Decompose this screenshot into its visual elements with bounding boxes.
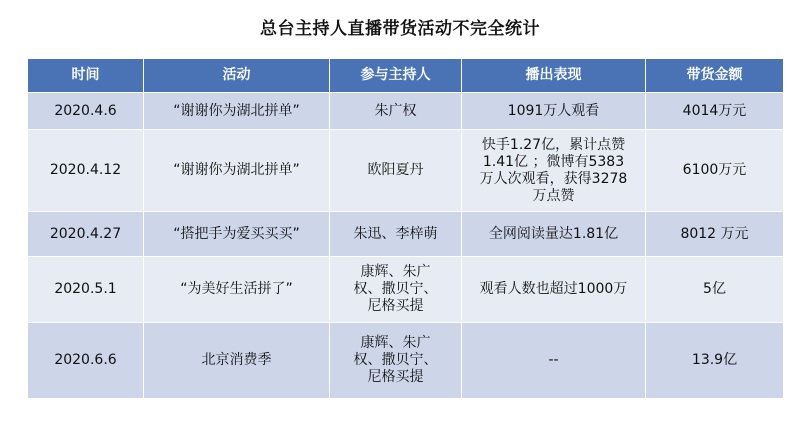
table-title: 总台主持人直播带货活动不完全统计 <box>260 19 540 39</box>
cell-date: 2020.6.6 <box>28 323 144 399</box>
cell-date: 2020.4.12 <box>28 130 144 212</box>
cell-amount: 8012 万元 <box>646 212 784 257</box>
stats-table <box>27 58 784 399</box>
cell-amount: 4014万元 <box>646 93 784 130</box>
cell-hosts: 欧阳夏丹 <box>330 130 462 212</box>
table-row <box>28 130 784 212</box>
cell-hosts: 康辉、朱广权、撒贝宁、尼格买提 <box>330 257 462 323</box>
table-row <box>28 323 784 399</box>
cell-activity: “搭把手为爱买买买” <box>144 212 330 257</box>
cell-amount: 13.9亿 <box>646 323 784 399</box>
header-amount: 带货金额 <box>646 59 784 93</box>
cell-activity: “为美好生活拼了” <box>144 257 330 323</box>
cell-hosts: 朱广权 <box>330 93 462 130</box>
cell-date: 2020.5.1 <box>28 257 144 323</box>
table-row <box>28 93 784 130</box>
header-row <box>28 59 784 93</box>
table-row <box>28 212 784 257</box>
cell-amount: 5亿 <box>646 257 784 323</box>
header-performance: 播出表现 <box>462 59 646 93</box>
header-hosts: 参与主持人 <box>330 59 462 93</box>
header-date: 时间 <box>28 59 144 93</box>
cell-date: 2020.4.27 <box>28 212 144 257</box>
cell-performance: 全网阅读量达1.81亿 <box>462 212 646 257</box>
cell-hosts: 康辉、朱广权、撒贝宁、尼格买提 <box>330 323 462 399</box>
cell-hosts: 朱迅、李梓萌 <box>330 212 462 257</box>
cell-activity: “谢谢你为湖北拼单” <box>144 130 330 212</box>
cell-performance: -- <box>462 323 646 399</box>
table-row <box>28 257 784 323</box>
cell-performance: 1091万人观看 <box>462 93 646 130</box>
cell-activity: 北京消费季 <box>144 323 330 399</box>
header-activity: 活动 <box>144 59 330 93</box>
cell-activity: “谢谢你为湖北拼单” <box>144 93 330 130</box>
cell-date: 2020.4.6 <box>28 93 144 130</box>
cell-performance: 快手1.27亿，累计点赞1.41亿 ；微博有5383万人次观看，获得3278万点赞 <box>462 130 646 212</box>
cell-performance: 观看人数也超过1000万 <box>462 257 646 323</box>
cell-amount: 6100万元 <box>646 130 784 212</box>
